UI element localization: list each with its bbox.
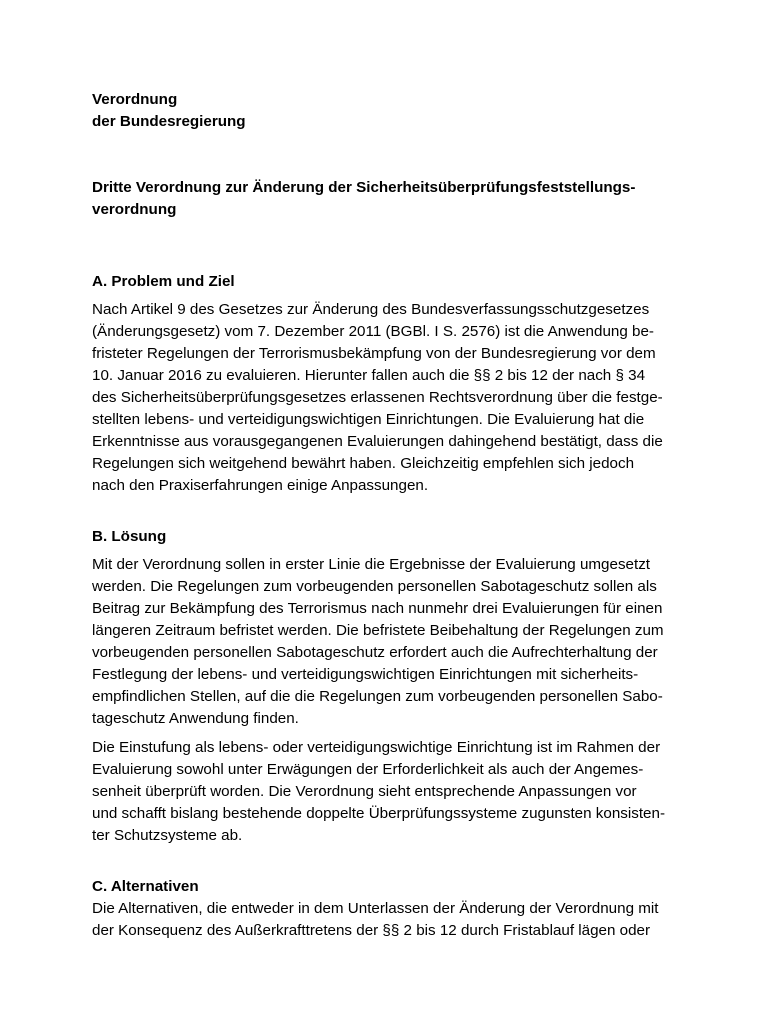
section-b-line: empfindlichen Stellen, auf die die Regelungen zum vorbeugenden personellen Sabo-: [92, 688, 663, 705]
section-a-line: des Sicherheitsüberprüfungsgesetzes erlassenen Rechtsverordnung über die festge-: [92, 389, 663, 406]
section-b-line: werden. Die Regelungen zum vorbeugenden personellen Sabotageschutz sollen als: [92, 578, 657, 595]
section-c-line: Die Alternativen, die entweder in dem Unterlassen der Änderung der Verordnung mit: [92, 900, 659, 917]
section-a-line: Erkenntnisse aus vorausgegangenen Evaluierungen dahingehend bestätigt, dass die: [92, 433, 663, 450]
section-b-line: Die Einstufung als lebens- oder verteidigungswichtige Einrichtung ist im Rahmen der: [92, 739, 661, 756]
section-a-heading: A. Problem und Ziel: [92, 273, 235, 290]
document-title-line-2: verordnung: [92, 201, 177, 218]
section-b-line: ter Schutzsysteme ab.: [92, 827, 243, 844]
section-a-line: Nach Artikel 9 des Gesetzes zur Änderung des Bundesverfassungsschutzgesetzes: [92, 301, 650, 318]
section-b-line: und schafft bislang bestehende doppelte Überprüfungssysteme zugunsten konsisten-: [92, 805, 666, 822]
section-a-line: Regelungen sich weitgehend bewährt haben. Gleichzeitig empfehlen sich jedoch: [92, 455, 635, 472]
section-b-line: vorbeugenden personellen Sabotageschutz erfordert auch die Aufrechterhaltung der: [92, 644, 658, 661]
section-c-heading: C. Alternativen: [92, 878, 199, 895]
section-a-line: 10. Januar 2016 zu evaluieren. Hierunter fallen auch die §§ 2 bis 12 der nach § 34: [92, 367, 646, 384]
section-b-line: senheit überprüft worden. Die Verordnung sieht entsprechende Anpassungen vor: [92, 783, 637, 800]
section-b-line: Evaluierung sowohl unter Erwägungen der Erforderlichkeit als auch der Angemes-: [92, 761, 644, 778]
section-a-line: nach den Praxiserfahrungen einige Anpassungen.: [92, 477, 429, 494]
issuer-line-1: Verordnung: [92, 91, 178, 108]
section-c-line: der Konsequenz des Außerkrafttretens der §§ 2 bis 12 durch Fristablauf lägen oder: [92, 922, 651, 939]
section-a-line: stellten lebens- und verteidigungswichtigen Einrichtungen. Die Evaluierung hat die: [92, 411, 645, 428]
section-b-heading: B. Lösung: [92, 528, 167, 545]
section-b-line: tageschutz Anwendung finden.: [92, 710, 299, 727]
section-b-line: Festlegung der lebens- und verteidigungswichtigen Einrichtungen mit sicherheits-: [92, 666, 639, 683]
issuer-line-2: der Bundesregierung: [92, 113, 246, 130]
section-b-line: Mit der Verordnung sollen in erster Linie die Ergebnisse der Evaluierung umgesetzt: [92, 556, 651, 573]
section-a-line: (Änderungsgesetz) vom 7. Dezember 2011 (BGBl. I S. 2576) ist die Anwendung be-: [92, 323, 654, 340]
section-b-line: längeren Zeitraum befristet werden. Die befristete Beibehaltung der Regelungen zum: [92, 622, 664, 639]
section-b-line: Beitrag zur Bekämpfung des Terrorismus nach nunmehr drei Evaluierungen für einen: [92, 600, 663, 617]
section-a-line: fristeter Regelungen der Terrorismusbekämpfung von der Bundesregierung vor dem: [92, 345, 656, 362]
document-title-line-1: Dritte Verordnung zur Änderung der Sicherheitsüberprüfungsfeststellungs-: [92, 179, 636, 196]
